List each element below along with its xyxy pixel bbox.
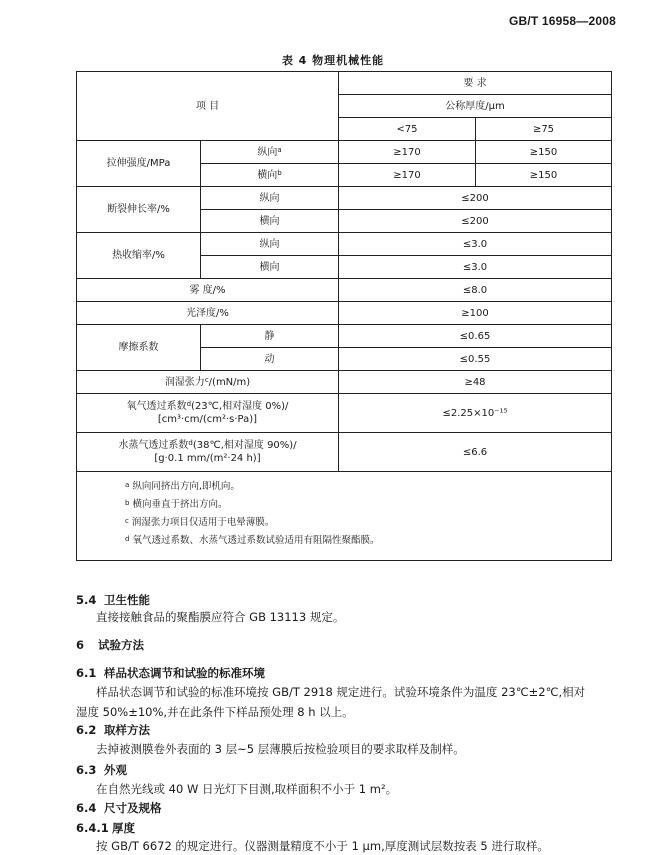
- thickness-header: 公称厚度/μm: [339, 95, 612, 118]
- direction-label: 纵向: [201, 233, 339, 256]
- value-cell: ≥48: [339, 371, 612, 394]
- value-cell: ≤0.55: [339, 348, 612, 371]
- note-item: $^c$ 润湿张力项目仅适用于电晕薄膜。: [125, 517, 275, 528]
- section-6-1-body: 样品状态调节和试验的标准环境按 GB/T 2918 规定进行。试验环境条件为温度 23℃±2℃,相对: [96, 685, 586, 699]
- friction-label: 摩擦系数: [77, 325, 201, 371]
- table-row: [77, 325, 612, 348]
- elongation-label: 断裂伸长率/%: [77, 187, 201, 233]
- value-cell: ≥150: [476, 141, 612, 164]
- table-row: [77, 433, 612, 472]
- table-row: [77, 279, 612, 302]
- static-label: 静: [201, 325, 339, 348]
- table-caption: 表 4 物理机械性能: [281, 54, 385, 67]
- direction-label: 横向: [201, 210, 339, 233]
- value-cell: ≤3.0: [339, 233, 612, 256]
- wetting-label: 润湿张力$^c$/(mN/m): [77, 371, 339, 394]
- value-cell: ≥150: [476, 164, 612, 187]
- section-6-2-heading: 6.2 取样方法: [76, 723, 150, 737]
- direction-label: 纵向: [201, 187, 339, 210]
- section-6-3-body: 在自然光线或 40 W 日光灯下目测,取样面积不小于 1 m²。: [96, 782, 398, 796]
- table-row: [77, 371, 612, 394]
- value-cell: ≤2.25×10⁻¹⁵: [339, 394, 612, 433]
- note-item: $^a$ 纵向同挤出方向,即机向。: [125, 481, 240, 492]
- dynamic-label: 动: [201, 348, 339, 371]
- gloss-label: 光泽度/%: [77, 302, 339, 325]
- section-6-4-1-heading: 6.4.1 厚度: [76, 821, 135, 835]
- direction-label: 纵向$^a$: [201, 141, 339, 164]
- standard-code: GB/T 16958—2008: [508, 14, 616, 28]
- value-cell: ≤200: [339, 210, 612, 233]
- table-notes: [77, 472, 612, 561]
- section-6-4-heading: 6.4 尺寸及规格: [76, 801, 162, 815]
- table-row: [77, 72, 612, 95]
- table-row: [77, 472, 612, 561]
- value-cell: ≤200: [339, 187, 612, 210]
- value-cell: ≤8.0: [339, 279, 612, 302]
- value-cell: ≤6.6: [339, 433, 612, 472]
- value-cell: ≤3.0: [339, 256, 612, 279]
- section-6-4-1-body: 按 GB/T 6672 的规定进行。仪器测量精度不小于 1 μm,厚度测试层数按表 5 进行取样。: [96, 839, 549, 853]
- table-row: [77, 141, 612, 164]
- note-item: $^b$ 横向垂直于挤出方向。: [125, 499, 228, 510]
- haze-label: 雾 度/%: [77, 279, 339, 302]
- value-cell: ≥170: [339, 141, 476, 164]
- section-6-3-heading: 6.3 外观: [76, 763, 127, 777]
- vapor-label: 水蒸气透过系数$^d$(38℃,相对湿度 90%)/ [g·0.1 mm/(m²·24 h)]: [77, 433, 339, 472]
- tensile-label: 拉伸强度/MPa: [77, 141, 201, 187]
- thickness-ge-header: ≥75: [476, 118, 612, 141]
- value-cell: ≥100: [339, 302, 612, 325]
- table-row: [77, 302, 612, 325]
- section-5-4-heading: 5.4 卫生性能: [76, 593, 150, 607]
- table-row: [77, 394, 612, 433]
- physical-properties-table: [76, 71, 612, 561]
- section-6-1-heading: 6.1 样品状态调节和试验的标准环境: [76, 666, 265, 680]
- note-item: $^d$ 氧气透过系数、水蒸气透过系数试验适用有阻隔性聚酯膜。: [125, 535, 380, 546]
- requirement-header: 要 求: [339, 72, 612, 95]
- item-header: 项 目: [77, 72, 339, 141]
- value-cell: ≤0.65: [339, 325, 612, 348]
- direction-label: 横向$^b$: [201, 164, 339, 187]
- direction-label: 横向: [201, 256, 339, 279]
- section-5-4-body: 直接接触食品的聚酯膜应符合 GB 13113 规定。: [96, 610, 345, 624]
- thickness-lt-header: <75: [339, 118, 476, 141]
- value-cell: ≥170: [339, 164, 476, 187]
- section-6-2-body: 去掉被测膜卷外表面的 3 层~5 层薄膜后按检验项目的要求取样及制样。: [96, 742, 465, 756]
- shrinkage-label: 热收缩率/%: [77, 233, 201, 279]
- oxygen-label: 氧气透过系数$^d$(23℃,相对湿度 0%)/ [cm³·cm/(cm²·s·Pa)]: [77, 394, 339, 433]
- table-row: [77, 233, 612, 256]
- section-6-1-body-cont: 湿度 50%±10%,并在此条件下样品预处理 8 h 以上。: [76, 705, 354, 719]
- table-row: [77, 187, 612, 210]
- section-6-heading: 6 试验方法: [76, 638, 144, 652]
